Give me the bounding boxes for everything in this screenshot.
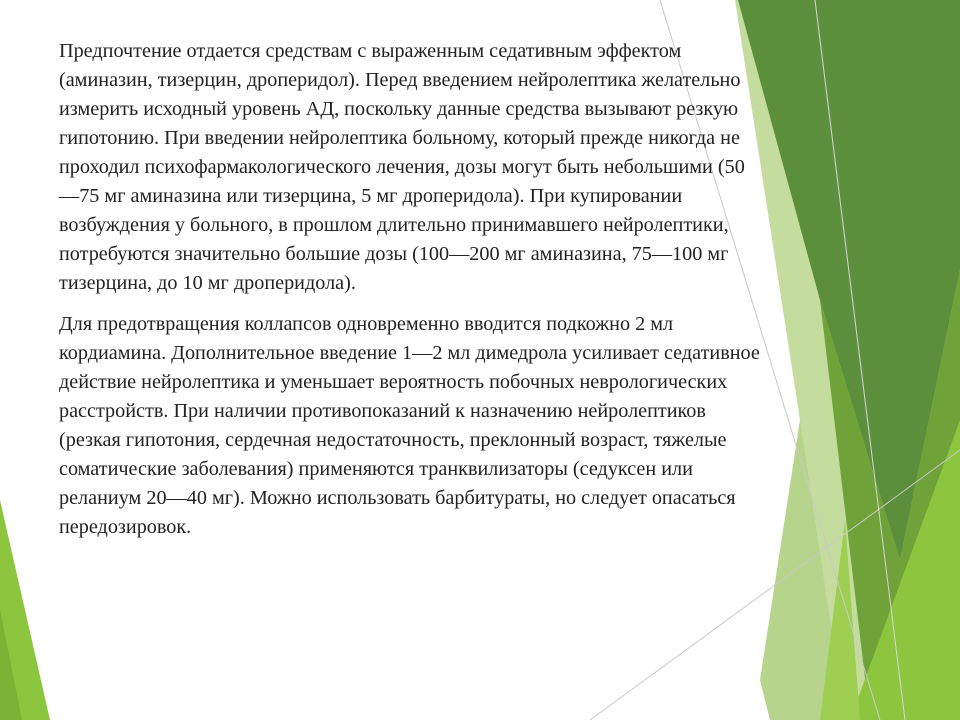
paragraph-1	[59, 37, 919, 298]
text-line: (резкая гипотония, сердечная недостаточность, преклонный возраст, тяжелые	[59, 429, 727, 451]
text-line: передозировок.	[59, 516, 192, 538]
text-line: (аминазин, тизерцин, дроперидол). Перед введением нейролептика желательно	[59, 69, 741, 91]
text-line: Для предотвращения коллапсов одновременно вводится подкожно 2 мл	[59, 313, 674, 335]
slide-text-body	[59, 37, 919, 554]
text-line: кордиамина. Дополнительное введение 1—2 мл димедрола усиливает седативное	[59, 342, 760, 364]
text-line: действие нейролептика и уменьшает вероятность побочных неврологических	[59, 371, 728, 393]
text-line: возбуждения у больного, в прошлом длительно принимавшего нейролептики,	[59, 214, 729, 236]
text-line: —75 мг аминазина или тизерцина, 5 мг дроперидола). При купировании	[59, 185, 683, 207]
text-line: потребуются значительно большие дозы (100—200 мг аминазина, 75—100 мг	[59, 243, 729, 265]
paragraph-2	[59, 310, 919, 542]
text-line: измерить исходный уровень АД, поскольку данные средства вызывают резкую	[59, 98, 739, 120]
text-line: гипотонию. При введении нейролептика больному, который прежде никогда не	[59, 127, 740, 149]
text-line: реланиум 20—40 мг). Можно использовать барбитураты, но следует опасаться	[59, 487, 736, 509]
text-line: Предпочтение отдается средствам с выраженным седативным эффектом	[59, 40, 682, 62]
text-line: проходил психофармакологического лечения, дозы могут быть небольшими (50	[59, 156, 745, 178]
text-line: соматические заболевания) применяются транквилизаторы (седуксен или	[59, 458, 693, 480]
text-line: тизерцина, до 10 мг дроперидола).	[59, 272, 356, 294]
text-line: расстройств. При наличии противопоказаний к назначению нейролептиков	[59, 400, 706, 422]
